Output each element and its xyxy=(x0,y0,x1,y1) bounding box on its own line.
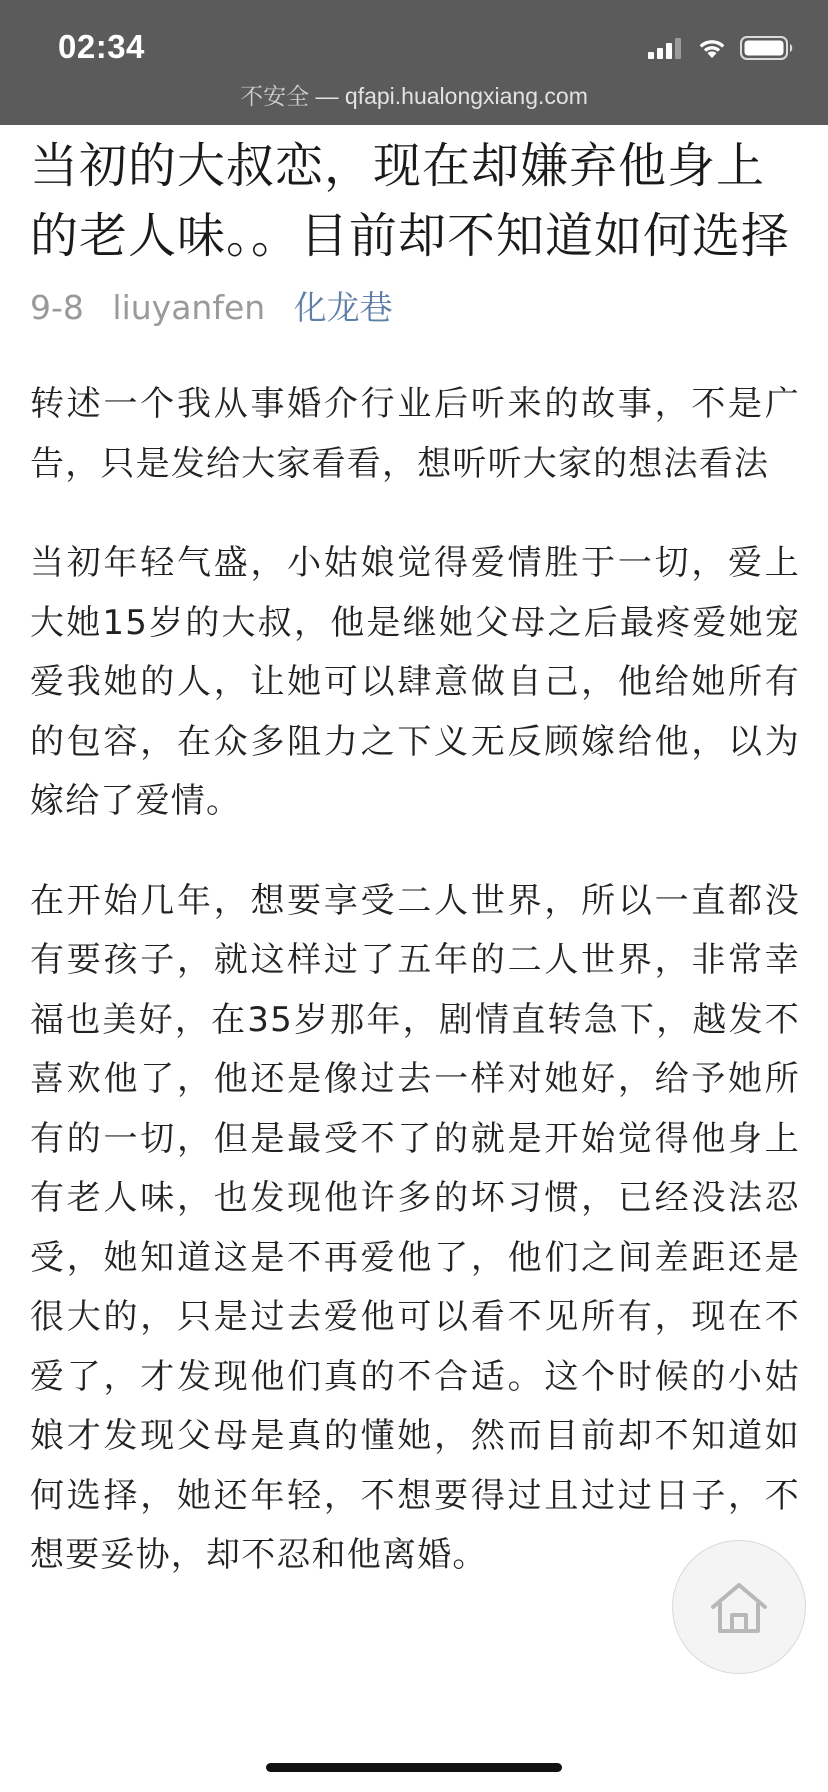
article-author: liuyanfen xyxy=(112,288,266,327)
article-source-link[interactable]: 化龙巷 xyxy=(293,288,393,327)
article-title: 当初的大叔恋，现在却嫌弃他身上的老人味。。目前却不知道如何选择 xyxy=(30,138,791,264)
home-indicator[interactable] xyxy=(266,1763,562,1772)
insecure-label: 不安全 xyxy=(240,83,310,109)
status-time: 02:34 xyxy=(58,28,145,65)
article xyxy=(30,125,800,1586)
article-meta xyxy=(30,283,800,333)
signal-icon xyxy=(648,37,684,59)
status-bar xyxy=(0,0,828,125)
article-paragraph: 当初年轻气盛，小姑娘觉得爱情胜于一切，爱上大她15岁的大叔，他是继她父母之后最疼爱她宠爱我她的人，让她可以肆意做自己，他给她所有的包容，在众多阻力之下义无反顾嫁给他，以为嫁给了爱情。 xyxy=(30,543,800,821)
article-date: 9-8 xyxy=(30,288,84,327)
battery-icon xyxy=(740,36,794,60)
floating-home-button[interactable] xyxy=(672,1540,806,1674)
wifi-icon xyxy=(696,36,728,60)
article-paragraph: 转述一个我从事婚介行业后听来的故事，不是广告，只是发给大家看看，想听听大家的想法看法 xyxy=(30,384,800,484)
status-icons xyxy=(648,36,794,60)
url-bar[interactable] xyxy=(0,78,828,111)
url-text: qfapi.hualongxiang.com xyxy=(344,83,588,109)
url-separator: — xyxy=(309,83,345,109)
article-paragraph: 在开始几年，想要享受二人世界，所以一直都没有要孩子，就这样过了五年的二人世界，非常幸福也美好，在35岁那年，剧情直转急下，越发不喜欢他了，他还是像过去一样对她好，给予她所有的一切，但是最受不了的就是开始觉得他身上有老人味，也发现他许多的坏习惯，已经没法忍受，她知道这是不再爱他了，他们之间差距还是很大的，只是过去爱他可以看不见所有，现在不爱了，才发现他们真的不合适。这个时候的小姑娘才发现父母是真的懂她，然而目前却不知道如何选择，她还年轻，不想要得过且过过日子，不想要妥协，却不忍和他离婚。 xyxy=(30,880,800,1575)
home-icon xyxy=(707,1577,771,1637)
